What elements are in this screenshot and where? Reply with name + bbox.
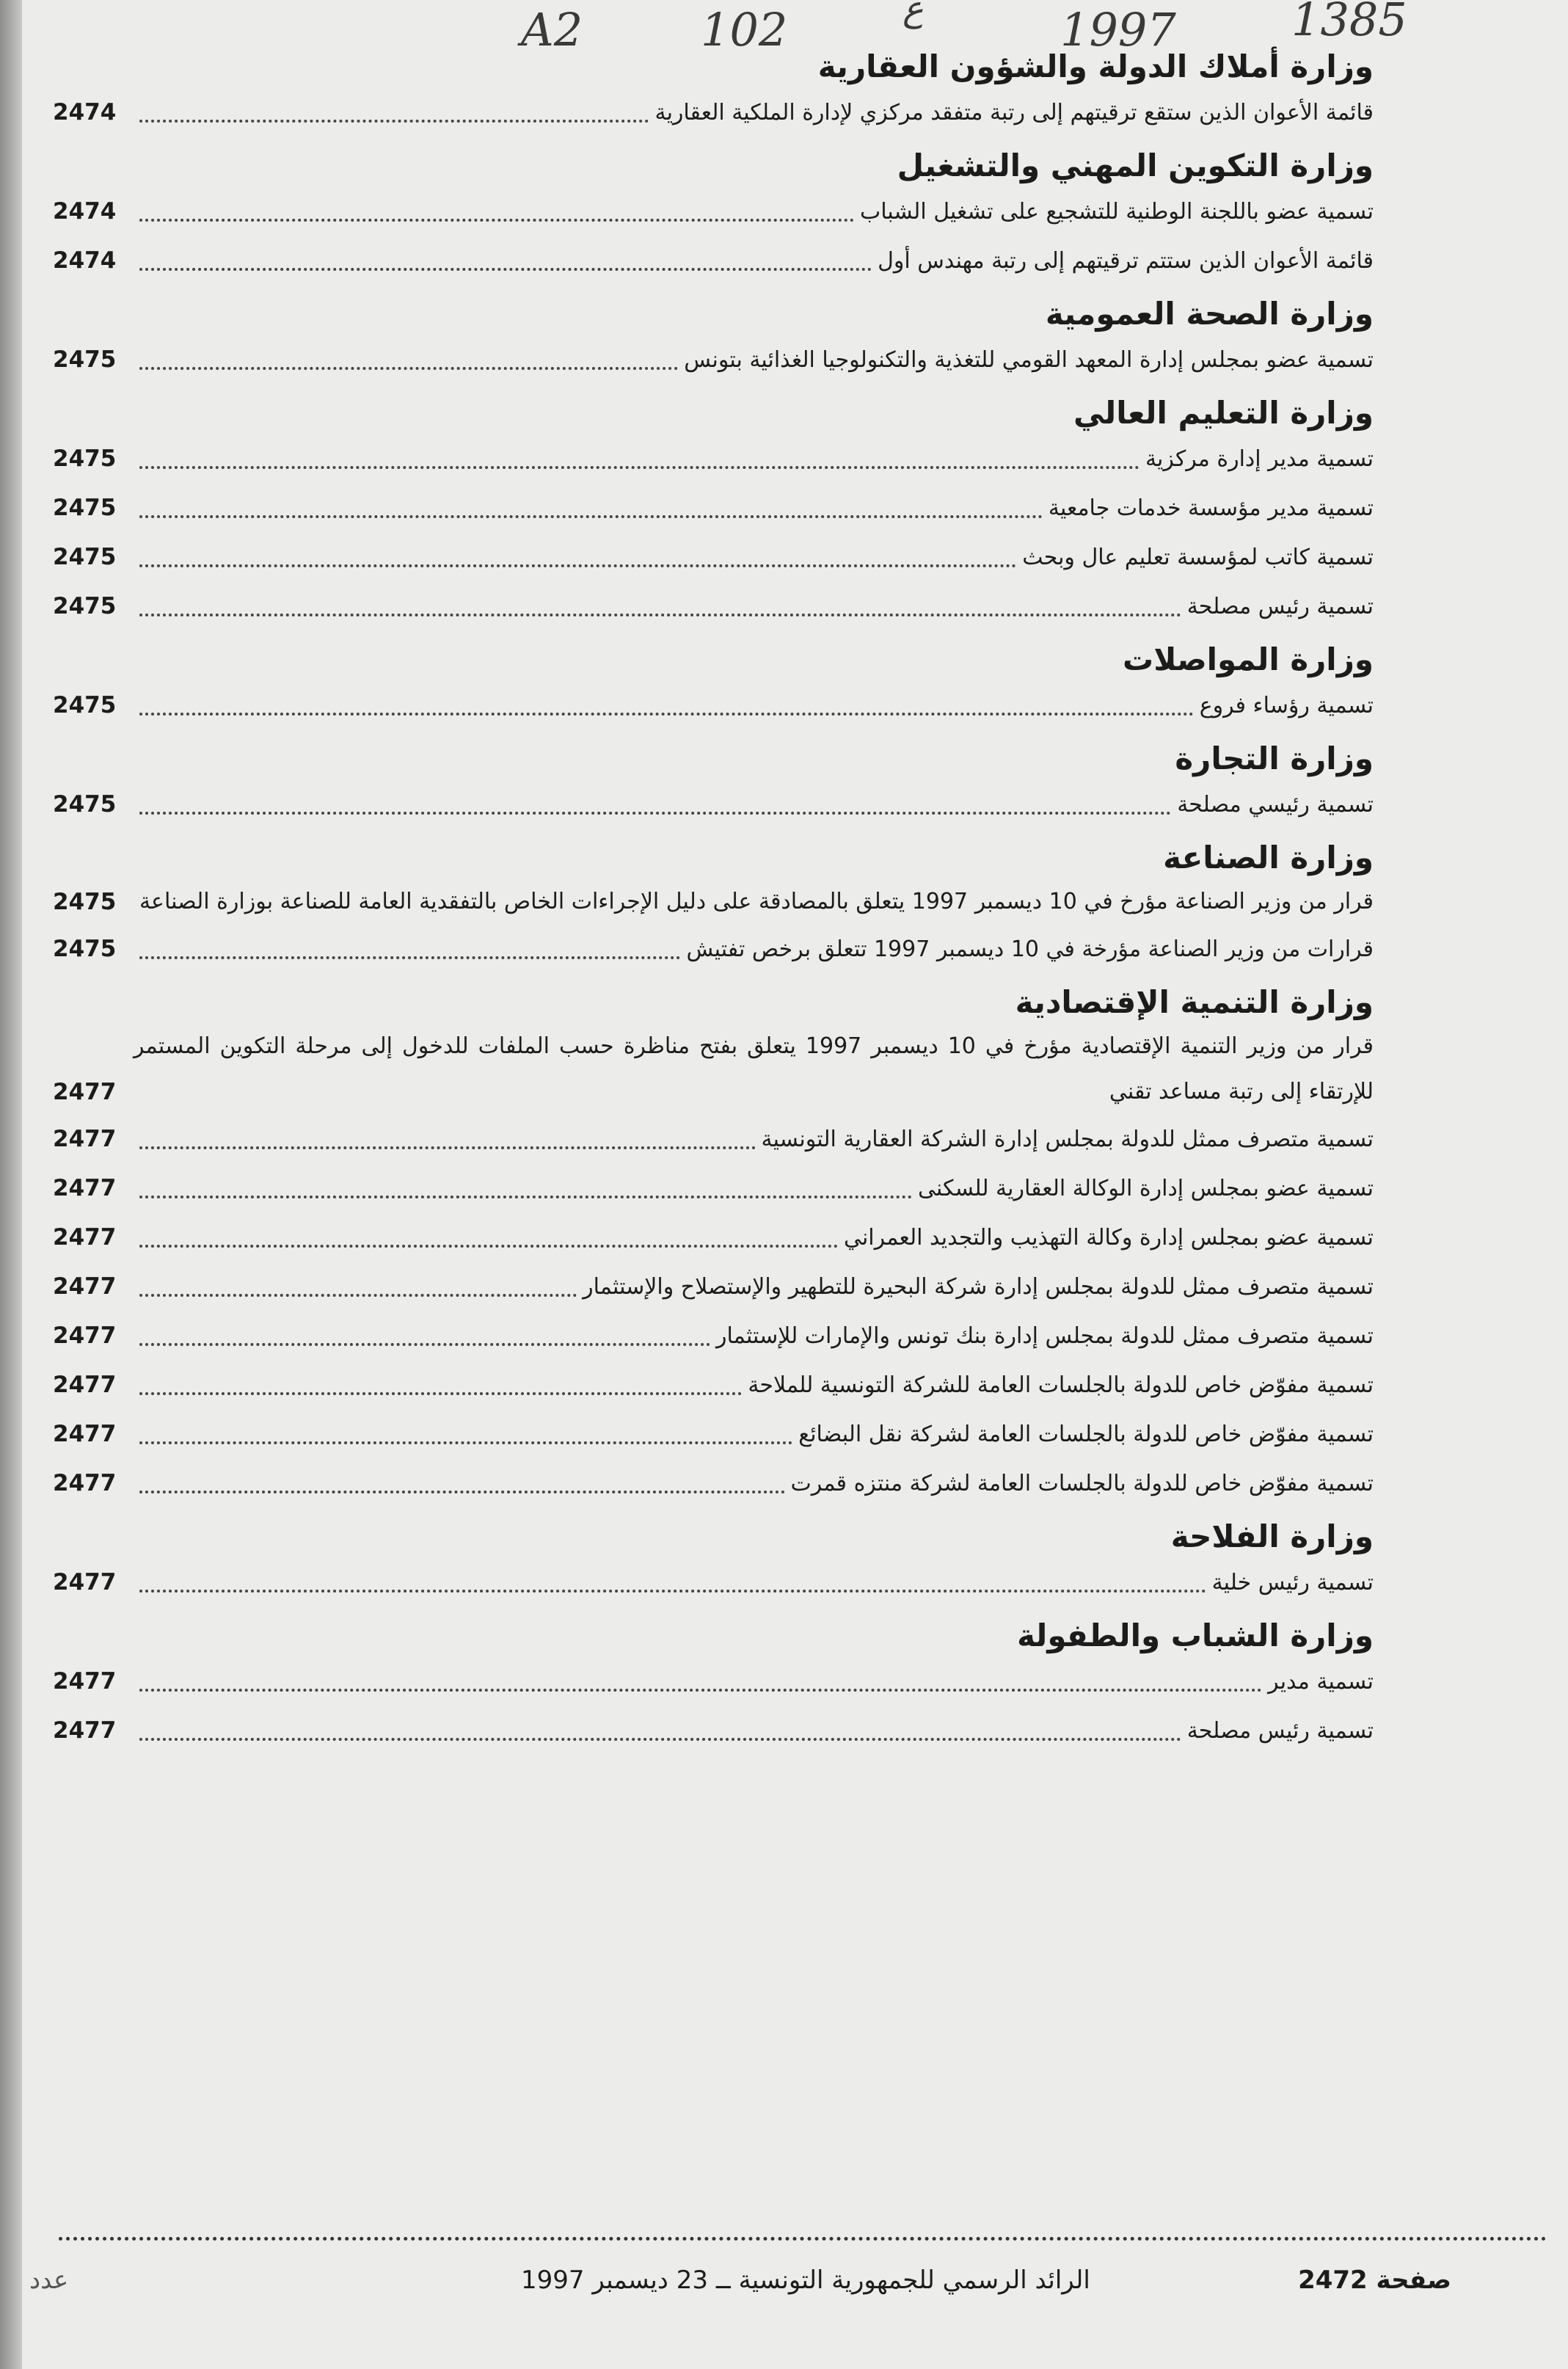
entry-page-number: 2475 <box>53 889 117 915</box>
dot-leader <box>139 515 1043 518</box>
dot-leader <box>139 1146 756 1149</box>
entry-page-number: 2477 <box>53 1126 117 1152</box>
dot-leader <box>139 1441 792 1444</box>
dot-leader <box>139 268 872 271</box>
entry-text: تسمية عضو باللجنة الوطنية للتشجيع على تشغيل الشباب <box>859 199 1374 225</box>
dot-leader <box>139 1294 577 1297</box>
dot-leader <box>139 1245 838 1248</box>
dot-leader <box>139 614 1181 616</box>
toc-entry <box>53 1024 1374 1115</box>
entry-text: تسمية رئيس خلية <box>1211 1570 1374 1595</box>
entry-page-number: 2475 <box>53 692 117 718</box>
entry-text: تسمية رئيس مصلحة <box>1186 1718 1374 1744</box>
entry-text: تسمية رؤساء فروع <box>1199 693 1374 718</box>
toc-entry <box>53 187 1374 236</box>
entry-text: تسمية عضو بمجلس إدارة الوكالة العقارية للسكنى <box>918 1176 1374 1201</box>
annotation-ref: 1385 <box>1291 0 1407 46</box>
dot-leader <box>139 1343 710 1346</box>
entry-text: قرار من وزير التنمية الإقتصادية مؤرخ في 10 ديسمبر 1997 يتعلق بفتح مناظرة حسب الملفات للدخول إلى مرحلة التكوين المستمر للإرتقاء إلى رتبة مساعد تقني <box>134 1033 1374 1105</box>
annotation-code: A2 <box>521 3 583 57</box>
entry-page-number: 2475 <box>53 346 117 373</box>
toc-entry <box>53 1311 1374 1361</box>
footer-edge-text: عدد <box>29 2266 69 2295</box>
entry-text: تسمية كاتب لمؤسسة تعليم عال وبحث <box>1022 545 1374 570</box>
book-binding <box>0 0 22 2369</box>
toc-entry <box>53 88 1374 137</box>
entry-page-number: 2477 <box>53 1717 117 1744</box>
toc-entry <box>53 1410 1374 1459</box>
entry-page-number: 2475 <box>53 495 117 521</box>
entry-page-number: 2475 <box>53 593 117 619</box>
dot-leader <box>139 219 854 222</box>
ministry-heading: وزارة الصحة العمومية <box>1045 296 1374 332</box>
entry-text: قائمة الأعوان الذين ستتم ترقيتهم إلى رتبة مهندس أول <box>878 248 1374 274</box>
entry-text: تسمية مفوّض خاص للدولة بالجلسات العامة لشركة منتزه قمرت <box>790 1471 1374 1496</box>
entry-page-number: 2475 <box>53 791 117 818</box>
toc-entry <box>53 1657 1374 1706</box>
dot-leader <box>139 1392 742 1395</box>
toc-entry <box>53 780 1374 829</box>
annotation-number: 102 <box>701 3 788 57</box>
entry-page-number: 2477 <box>53 1569 117 1595</box>
toc-entry <box>53 1213 1374 1262</box>
entry-page-number: 2477 <box>53 1668 117 1695</box>
entry-text: تسمية رئيسي مصلحة <box>1177 792 1374 818</box>
ministry-heading: وزارة أملاك الدولة والشؤون العقارية <box>817 48 1374 84</box>
toc-entry <box>53 1115 1374 1164</box>
entry-page-number: 2474 <box>53 247 117 274</box>
footer-divider <box>59 2237 1547 2241</box>
entry-text: تسمية رئيس مصلحة <box>1186 594 1374 619</box>
entry-text: قرار من وزير الصناعة مؤرخ في 10 ديسمبر 1997 يتعلق بالمصادقة على دليل الإجراءات الخاص بالتفقدية العامة للصناعة بوزارة الصناعة <box>139 889 1374 914</box>
ministry-heading: وزارة الشباب والطفولة <box>1017 1617 1374 1653</box>
ministry-heading: وزارة المواصلات <box>1122 641 1374 677</box>
dot-leader <box>139 367 678 370</box>
entry-page-number: 2475 <box>53 544 117 570</box>
dot-leader <box>139 1590 1206 1593</box>
toc-entry <box>53 484 1374 533</box>
entry-text: قرارات من وزير الصناعة مؤرخة في 10 ديسمبر 1997 تتعلق برخص تفتيش <box>686 936 1374 962</box>
entry-page-number: 2477 <box>53 1273 117 1300</box>
entry-text: تسمية مفوّض خاص للدولة بالجلسات العامة لشركة نقل البضائع <box>798 1422 1374 1447</box>
toc-entry <box>53 335 1374 385</box>
entry-text: تسمية عضو بمجلس إدارة وكالة التهذيب والتجديد العمراني <box>843 1225 1374 1251</box>
ministry-heading: وزارة التنمية الإقتصادية <box>1015 984 1374 1020</box>
page-footer <box>29 2262 1547 2299</box>
entry-text: تسمية متصرف ممثل للدولة بمجلس إدارة شركة البحيرة للتطهير والإستصلاح والإستثمار <box>583 1274 1374 1300</box>
toc-entry <box>53 1262 1374 1311</box>
entry-page-number: 2475 <box>53 445 117 472</box>
dot-leader <box>139 812 1171 815</box>
entry-page-number: 2477 <box>53 1322 117 1349</box>
toc-entry <box>53 879 1374 925</box>
dot-leader <box>139 1738 1181 1741</box>
entry-page-number: 2474 <box>53 99 117 125</box>
ministry-heading: وزارة الفلاحة <box>1170 1518 1374 1554</box>
dot-leader <box>139 713 1194 716</box>
entry-page-number: 2474 <box>53 198 117 225</box>
dot-leader <box>139 1689 1262 1692</box>
entry-text: تسمية مفوّض خاص للدولة بالجلسات العامة للشركة التونسية للملاحة <box>748 1372 1374 1398</box>
dot-leader <box>139 1491 785 1493</box>
annotation-mark: ع <box>902 0 924 29</box>
ministry-heading: وزارة الصناعة <box>1163 840 1374 876</box>
ministry-heading: وزارة التكوين المهني والتشغيل <box>897 148 1374 183</box>
entry-text: تسمية مدير إدارة مركزية <box>1145 446 1374 472</box>
entry-page-number: 2475 <box>53 936 117 962</box>
toc-entry <box>53 1459 1374 1508</box>
entry-text: تسمية مدير <box>1268 1669 1374 1695</box>
toc-entry <box>53 533 1374 582</box>
toc-entry <box>53 1706 1374 1755</box>
entry-text: تسمية مدير مؤسسة خدمات جامعية <box>1048 495 1374 521</box>
dot-leader <box>139 1196 912 1198</box>
dot-leader <box>139 956 680 959</box>
toc-entry <box>53 925 1374 974</box>
entry-page-number: 2477 <box>53 1421 117 1447</box>
dot-leader <box>139 120 649 123</box>
toc-entry <box>53 434 1374 484</box>
toc-entry <box>53 1558 1374 1607</box>
entry-page-number: 2477 <box>53 1079 117 1105</box>
annotation-year: 1997 <box>1060 3 1176 57</box>
toc-entry <box>53 681 1374 730</box>
table-of-contents <box>53 46 1374 1763</box>
toc-entry <box>53 236 1374 285</box>
ministry-heading: وزارة التعليم العالي <box>1073 395 1374 431</box>
page-number-label: صفحة 2472 <box>1298 2266 1451 2295</box>
dot-leader <box>139 466 1139 469</box>
toc-entry <box>53 1164 1374 1213</box>
toc-entry <box>53 582 1374 631</box>
entry-page-number: 2477 <box>53 1224 117 1251</box>
entry-page-number: 2477 <box>53 1372 117 1398</box>
ministry-heading: وزارة التجارة <box>1175 740 1374 776</box>
entry-text: تسمية متصرف ممثل للدولة بمجلس إدارة بنك تونس والإمارات للإستثمار <box>716 1323 1374 1349</box>
toc-entry <box>53 1361 1374 1410</box>
document-page <box>22 0 1568 2369</box>
entry-text: تسمية متصرف ممثل للدولة بمجلس إدارة الشركة العقارية التونسية <box>761 1127 1374 1152</box>
entry-page-number: 2477 <box>53 1175 117 1201</box>
entry-page-number: 2477 <box>53 1470 117 1496</box>
dot-leader <box>139 564 1016 567</box>
journal-title-date: الرائد الرسمي للجمهورية التونسية ــ 23 ديسمبر 1997 <box>521 2266 1090 2295</box>
entry-text: قائمة الأعوان الذين ستقع ترقيتهم إلى رتبة متفقد مركزي لإدارة الملكية العقارية <box>654 100 1374 125</box>
entry-text: تسمية عضو بمجلس إدارة المعهد القومي للتغذية والتكنولوجيا الغذائية بتونس <box>684 347 1374 373</box>
